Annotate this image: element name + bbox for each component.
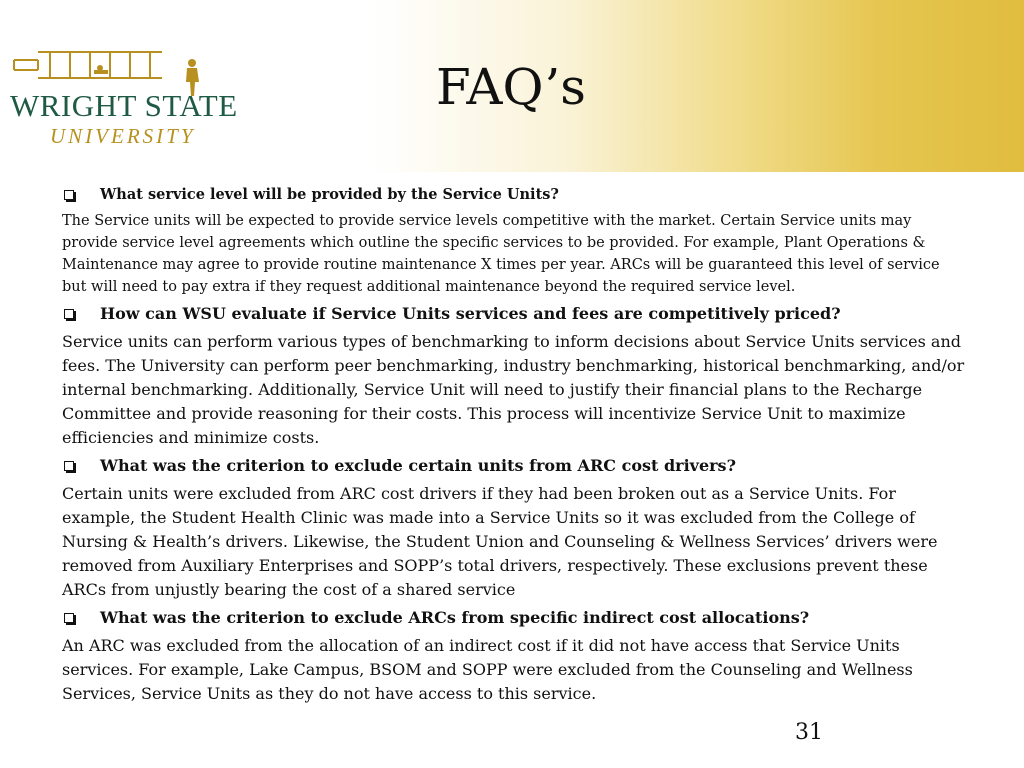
faq-item — [62, 454, 967, 602]
faq-question-text: What service level will be provided by the Service Units? — [100, 186, 559, 203]
faq-item — [62, 184, 967, 298]
checkbox-bullet-icon — [64, 190, 74, 200]
logo-wordmark-wright-state: WRIGHT STATE — [10, 88, 238, 123]
page-title: FAQ’s — [436, 58, 586, 116]
faq-answer: Service units can perform various types of benchmarking to inform decisions about Service Units services and fees. The University can perform peer benchmarking, industry benchmarking, historical benchmarking, and/or internal benchmarking. Additionally, Service Unit will need to justify their financial plans to the Recharge Committee and provide reasoning for their costs. This process will incentivize Service Unit to maximize efficiencies and minimize costs. — [62, 332, 965, 447]
logo-wordmark-university: UNIVERSITY — [50, 124, 196, 148]
page-number: 31 — [795, 720, 823, 745]
slide-header — [0, 0, 1024, 172]
faq-answer: An ARC was excluded from the allocation of an indirect cost if it did not have access that Service Units services. For example, Lake Campus, BSOM and SOPP were excluded from the Counseling and Wellness Services, Service Units as they do not have access to this service. — [62, 636, 913, 703]
checkbox-bullet-icon — [64, 309, 74, 319]
faq-list — [62, 184, 967, 710]
faq-question-text: How can WSU evaluate if Service Units services and fees are competitively priced? — [100, 304, 841, 323]
faq-question — [62, 184, 967, 206]
faq-item — [62, 302, 967, 450]
checkbox-bullet-icon — [64, 461, 74, 471]
faq-question — [62, 302, 967, 326]
faq-question-text: What was the criterion to exclude certain units from ARC cost drivers? — [100, 456, 736, 475]
faq-question-text: What was the criterion to exclude ARCs from specific indirect cost allocations? — [100, 608, 810, 627]
faq-question — [62, 454, 967, 478]
faq-answer: The Service units will be expected to provide service levels competitive with the market. Certain Service units may provide service level agreements which outline the specific services to be provided. For example, Plant Operations & Maintenance may agree to provide routine maintenance X times per year. ARCs will be guaranteed this level of service but will need to pay extra if they request additional maintenance beyond the required service level. — [62, 213, 940, 295]
wright-state-logo — [10, 40, 238, 155]
faq-item — [62, 606, 967, 706]
checkbox-bullet-icon — [64, 613, 74, 623]
wright-flyer-icon — [10, 40, 170, 90]
faq-answer: Certain units were excluded from ARC cost drivers if they had been broken out as a Service Units. For example, the Student Health Clinic was made into a Service Units so it was excluded from the College of Nursing & Health’s drivers. Likewise, the Student Union and Counseling & Wellness Services’ drivers were removed from Auxiliary Enterprises and SOPP’s total drivers, respectively. These exclusions prevent these ARCs from unjustly bearing the cost of a shared service — [62, 484, 938, 599]
faq-question — [62, 606, 967, 630]
